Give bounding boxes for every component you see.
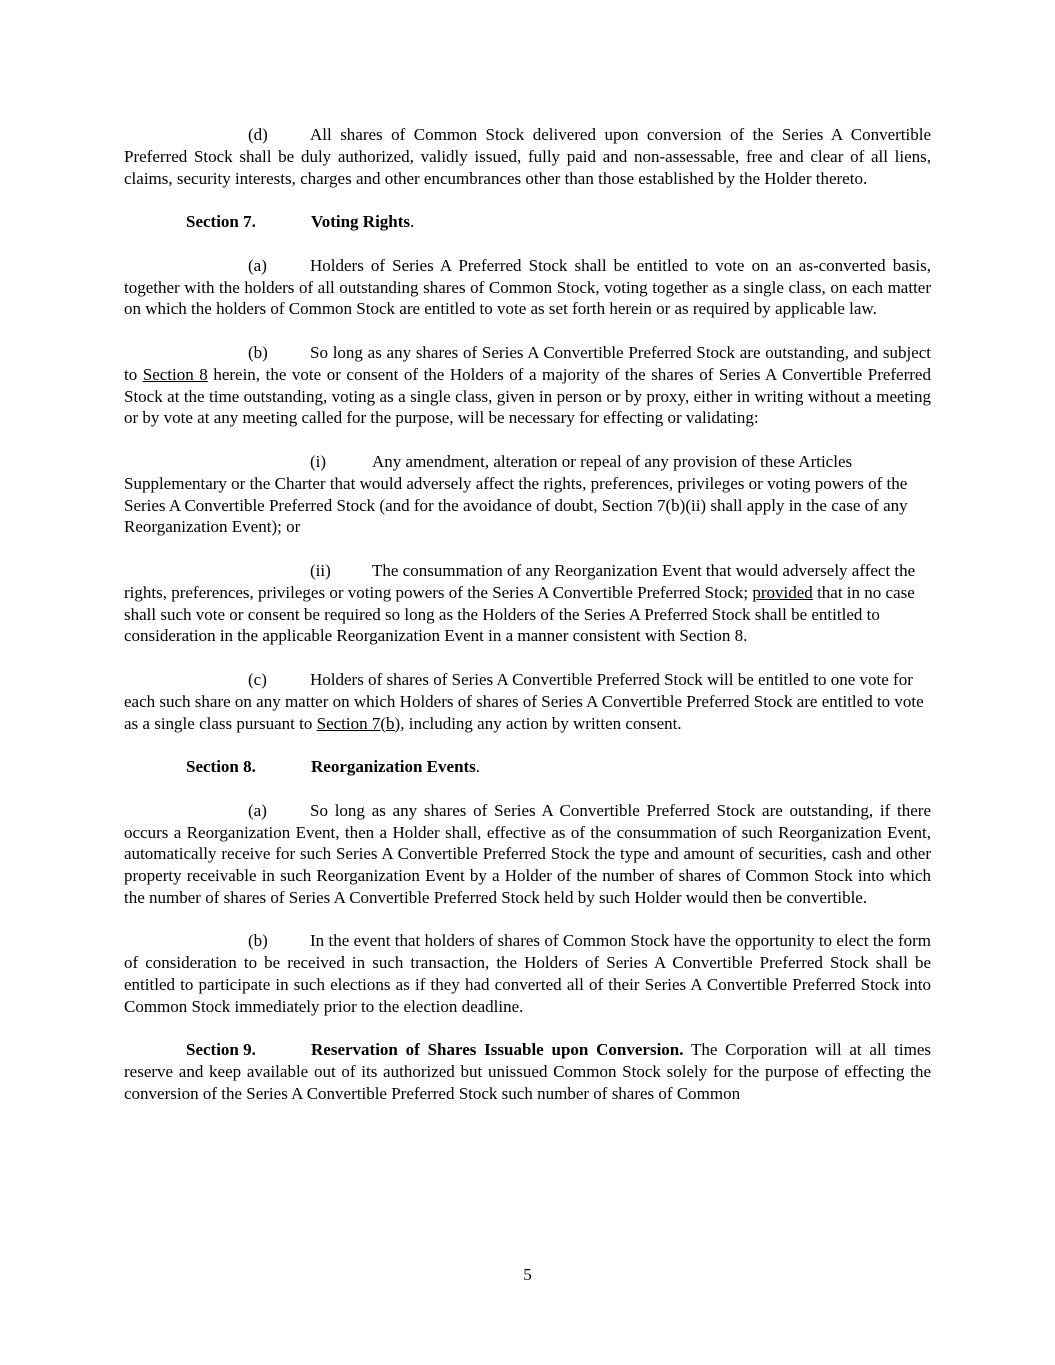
paragraph-7a (124, 255, 931, 320)
section-number: Section 8. (186, 757, 256, 777)
section-number: Section 7. (186, 212, 256, 232)
section-8-reference: Section 8 (142, 364, 208, 384)
clause-text: So long as any shares of Series A Convertible Preferred Stock are outstanding, and subject to (124, 342, 931, 384)
paragraph-7b (124, 342, 931, 429)
clause-label: (a) (248, 800, 267, 820)
paragraph-7b-ii (124, 560, 931, 647)
clause-text: So long as any shares of Series A Convertible Preferred Stock are outstanding, if there occurs a Reorganization Event, then a Holder shall, effective as of the consummation of such Reorganization Event, automatically receive for such Series A Convertible Preferred Stock the type and amount of securities, cash and other property receivable in such Reorganization Event by a Holder of the number of shares of Common Stock into which the number of shares of Series A Convertible Preferred Stock held by such Holder would then be convertible. (124, 800, 931, 907)
section-8-heading (124, 756, 931, 778)
section-text: The Corporation will at all times reserve and keep available out of its authorized but unissued Common Stock solely for the purpose of effecting the conversion of the Series A Convertible Preferred Stock such number of shares of Common (124, 1040, 931, 1104)
clause-label: (d) (248, 125, 268, 144)
document-page (124, 124, 931, 1127)
clause-text: In the event that holders of shares of Common Stock have the opportunity to elect the form of consideration to be received in such transaction, the Holders of Series A Convertible Preferred Stock shall be entitled to participate in such elections as if they had converted all of their Series A Convertible Preferred Stock into Common Stock immediately prior to the election deadline. (124, 931, 931, 1016)
clause-label: (a) (248, 255, 267, 275)
clause-label: (b) (248, 931, 268, 951)
paragraph-8a (124, 800, 931, 909)
paragraph-7b-i (124, 451, 931, 538)
paragraph-8b (124, 930, 931, 1017)
clause-label: (i) (310, 451, 327, 471)
clause-text: The consummation of any Reorganization Event that would adversely affect the rights, preferences, privileges or voting powers of the Series A Convertible Preferred Stock; (124, 560, 916, 602)
section-title: Reorganization Events (311, 757, 476, 777)
clause-text: All shares of Common Stock delivered upon conversion of the Series A Convertible Preferred Stock shall be duly authorized, validly issued, fully paid and non-assessable, free and clear of all liens, claims, security interests, charges and other encumbrances other than those established by the Holder thereto. (124, 125, 931, 188)
provided-term: provided (752, 582, 813, 602)
page-number: 5 (523, 1265, 532, 1284)
section-7b-reference: Section 7(b) (316, 713, 401, 733)
clause-label: (b) (248, 342, 268, 362)
clause-text: Holders of shares of Series A Convertible Preferred Stock will be entitled to one vote for each such share on any matter on which Holders of shares of Series A Convertible Preferred Stock are entitled to vote as a single class pursuant to (124, 669, 924, 733)
clause-text-cont: , including any action by written consent. (400, 713, 682, 733)
paragraph-6d (124, 124, 931, 189)
section-title-end: . (475, 757, 481, 777)
section-9-paragraph (124, 1039, 931, 1104)
section-number: Section 9. (186, 1040, 256, 1060)
section-title: Reservation of Shares Issuable upon Conversion. (311, 1040, 684, 1060)
section-title: Voting Rights (311, 212, 411, 232)
paragraph-7c (124, 669, 931, 734)
section-7-heading (124, 211, 931, 233)
clause-text: Any amendment, alteration or repeal of any provision of these Articles Supplementary or the Charter that would adversely affect the rights, preferences, privileges or voting powers of the Series A Convertible Preferred Stock (and for the avoidance of doubt, Section 7(b)(ii) shall apply in the case of any Reorganization Event); or (124, 451, 908, 537)
clause-label: (ii) (310, 560, 331, 580)
section-title-end: . (410, 212, 415, 232)
clause-label: (c) (248, 669, 267, 689)
clause-text: Holders of Series A Preferred Stock shall be entitled to vote on an as-converted basis, together with the holders of all outstanding shares of Common Stock, voting together as a single class, on each matter on which the holders of Common Stock are entitled to vote as set forth herein or as required by applicable law. (124, 255, 931, 319)
clause-text-cont: that in no case shall such vote or consent be required so long as the Holders of the Series A Preferred Stock shall be entitled to consideration in the applicable Reorganization Event in a manner consistent with Section 8. (124, 582, 915, 646)
clause-text-cont: herein, the vote or consent of the Holders of a majority of the shares of Series A Convertible Preferred Stock at the time outstanding, voting as a single class, given in person or by proxy, either in writing without a meeting or by vote at any meeting called for the purpose, will be necessary for effecting or validating: (124, 364, 931, 428)
